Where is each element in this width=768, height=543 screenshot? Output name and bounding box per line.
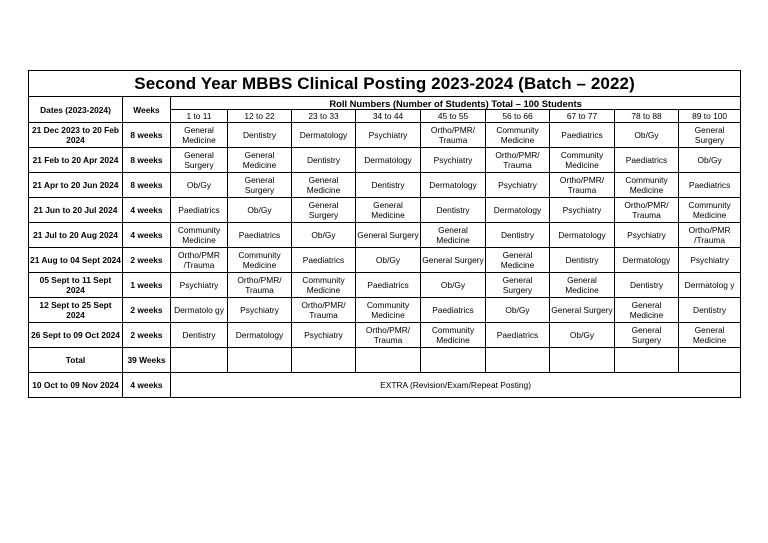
posting-cell: Dentistry: [228, 123, 292, 148]
posting-cell: General Surgery: [486, 273, 550, 298]
row-date-range: 21 Jul to 20 Aug 2024: [29, 223, 123, 248]
posting-cell: Dentistry: [679, 298, 741, 323]
posting-cell: Dermatolog y: [679, 273, 741, 298]
posting-cell: Community Medicine: [356, 298, 421, 323]
posting-cell: Dentistry: [550, 248, 615, 273]
posting-cell: Community Medicine: [228, 248, 292, 273]
row-weeks: 8 weeks: [123, 148, 171, 173]
posting-cell: General Medicine: [421, 223, 486, 248]
posting-schedule-table: [28, 70, 741, 398]
posting-cell: Community Medicine: [292, 273, 356, 298]
row-weeks: 2 weeks: [123, 298, 171, 323]
page-title: Second Year MBBS Clinical Posting 2023-2024 (Batch – 2022): [29, 71, 741, 97]
row-weeks: 2 weeks: [123, 248, 171, 273]
posting-cell: General Medicine: [356, 198, 421, 223]
posting-cell: Ortho/PMR /Trauma: [679, 223, 741, 248]
total-empty-cell: [679, 348, 741, 373]
posting-cell: Paediatrics: [421, 298, 486, 323]
posting-cell: General Surgery: [550, 298, 615, 323]
posting-cell: Ortho/PMR/ Trauma: [292, 298, 356, 323]
schedule-row: [29, 298, 741, 323]
row-weeks: 1 weeks: [123, 273, 171, 298]
posting-cell: Paediatrics: [550, 123, 615, 148]
total-weeks: 39 Weeks: [123, 348, 171, 373]
roll-range-header: 23 to 33: [292, 110, 356, 123]
posting-cell: Psychiatry: [486, 173, 550, 198]
posting-cell: Ortho/PMR/ Trauma: [550, 173, 615, 198]
posting-cell: Dermatology: [615, 248, 679, 273]
roll-range-header: 78 to 88: [615, 110, 679, 123]
extra-weeks: 4 weeks: [123, 373, 171, 398]
total-label: Total: [29, 348, 123, 373]
posting-cell: Psychiatry: [679, 248, 741, 273]
posting-cell: Ob/Gy: [550, 323, 615, 348]
total-empty-cell: [421, 348, 486, 373]
posting-cell: Dermatology: [292, 123, 356, 148]
total-empty-cell: [486, 348, 550, 373]
roll-range-header: 1 to 11: [171, 110, 228, 123]
posting-cell: General Medicine: [228, 148, 292, 173]
posting-schedule-sheet: [28, 70, 740, 398]
posting-cell: Ob/Gy: [292, 223, 356, 248]
posting-cell: Paediatrics: [356, 273, 421, 298]
posting-cell: Paediatrics: [228, 223, 292, 248]
posting-cell: Paediatrics: [615, 148, 679, 173]
posting-cell: Ob/Gy: [171, 173, 228, 198]
row-date-range: 21 Apr to 20 Jun 2024: [29, 173, 123, 198]
roll-range-header: 12 to 22: [228, 110, 292, 123]
extra-posting-text: EXTRA (Revision/Exam/Repeat Posting): [171, 373, 741, 398]
roll-range-header: 56 to 66: [486, 110, 550, 123]
total-row: [29, 348, 741, 373]
posting-cell: Psychiatry: [171, 273, 228, 298]
row-date-range: 05 Sept to 11 Sept 2024: [29, 273, 123, 298]
posting-cell: Ortho/PMR/ Trauma: [356, 323, 421, 348]
posting-cell: Dermatology: [356, 148, 421, 173]
schedule-body: [29, 123, 741, 348]
posting-cell: Dermatolo gy: [171, 298, 228, 323]
posting-cell: Paediatrics: [171, 198, 228, 223]
row-date-range: 21 Jun to 20 Jul 2024: [29, 198, 123, 223]
posting-cell: Community Medicine: [171, 223, 228, 248]
posting-cell: Psychiatry: [292, 323, 356, 348]
row-date-range: 21 Aug to 04 Sept 2024: [29, 248, 123, 273]
posting-cell: Ortho/PMR/ Trauma: [228, 273, 292, 298]
posting-cell: General Surgery: [171, 148, 228, 173]
schedule-row: [29, 273, 741, 298]
posting-cell: Psychiatry: [228, 298, 292, 323]
roll-range-header: 34 to 44: [356, 110, 421, 123]
posting-cell: General Medicine: [550, 273, 615, 298]
total-empty-cell: [356, 348, 421, 373]
posting-cell: Paediatrics: [486, 323, 550, 348]
posting-cell: General Surgery: [228, 173, 292, 198]
total-empty-cell: [292, 348, 356, 373]
posting-cell: General Surgery: [421, 248, 486, 273]
posting-cell: Dentistry: [615, 273, 679, 298]
posting-cell: Dermatology: [228, 323, 292, 348]
schedule-row: [29, 223, 741, 248]
posting-cell: Psychiatry: [615, 223, 679, 248]
posting-cell: Ortho/PMR /Trauma: [171, 248, 228, 273]
schedule-row: [29, 323, 741, 348]
row-date-range: 21 Feb to 20 Apr 2024: [29, 148, 123, 173]
posting-cell: Community Medicine: [615, 173, 679, 198]
posting-cell: Dermatology: [486, 198, 550, 223]
schedule-row: [29, 148, 741, 173]
posting-cell: General Medicine: [679, 323, 741, 348]
roll-range-header: 67 to 77: [550, 110, 615, 123]
posting-cell: Community Medicine: [421, 323, 486, 348]
posting-cell: General Surgery: [356, 223, 421, 248]
posting-cell: Psychiatry: [356, 123, 421, 148]
roll-range-header: 45 to 55: [421, 110, 486, 123]
posting-cell: Ob/Gy: [679, 148, 741, 173]
roll-numbers-header: Roll Numbers (Number of Students) Total – 100 Students: [171, 97, 741, 110]
posting-cell: Paediatrics: [292, 248, 356, 273]
row-weeks: 4 weeks: [123, 198, 171, 223]
schedule-row: [29, 198, 741, 223]
weeks-header: Weeks: [123, 97, 171, 123]
posting-cell: Dentistry: [421, 198, 486, 223]
schedule-row: [29, 248, 741, 273]
posting-cell: Ob/Gy: [615, 123, 679, 148]
total-empty-cell: [615, 348, 679, 373]
posting-cell: General Medicine: [486, 248, 550, 273]
posting-cell: Community Medicine: [486, 123, 550, 148]
row-weeks: 8 weeks: [123, 123, 171, 148]
posting-cell: Ob/Gy: [486, 298, 550, 323]
row-date-range: 21 Dec 2023 to 20 Feb 2024: [29, 123, 123, 148]
posting-cell: General Medicine: [171, 123, 228, 148]
dates-header: Dates (2023-2024): [29, 97, 123, 123]
posting-cell: Ortho/PMR/ Trauma: [421, 123, 486, 148]
roll-range-header: 89 to 100: [679, 110, 741, 123]
posting-cell: Ortho/PMR/ Trauma: [486, 148, 550, 173]
row-weeks: 4 weeks: [123, 223, 171, 248]
posting-cell: Dermatology: [421, 173, 486, 198]
posting-cell: General Surgery: [292, 198, 356, 223]
posting-cell: General Medicine: [292, 173, 356, 198]
posting-cell: Dentistry: [356, 173, 421, 198]
total-empty-cell: [550, 348, 615, 373]
posting-cell: Community Medicine: [550, 148, 615, 173]
posting-cell: General Surgery: [679, 123, 741, 148]
posting-cell: Psychiatry: [550, 198, 615, 223]
posting-cell: Dermatology: [550, 223, 615, 248]
posting-cell: Paediatrics: [679, 173, 741, 198]
posting-cell: Psychiatry: [421, 148, 486, 173]
schedule-row: [29, 173, 741, 198]
posting-cell: General Surgery: [615, 323, 679, 348]
posting-cell: General Medicine: [615, 298, 679, 323]
total-empty-cell: [171, 348, 228, 373]
posting-cell: Ob/Gy: [228, 198, 292, 223]
posting-cell: Dentistry: [171, 323, 228, 348]
posting-cell: Community Medicine: [679, 198, 741, 223]
extra-date: 10 Oct to 09 Nov 2024: [29, 373, 123, 398]
posting-cell: Ob/Gy: [356, 248, 421, 273]
posting-cell: Dentistry: [486, 223, 550, 248]
row-weeks: 2 weeks: [123, 323, 171, 348]
posting-cell: Ortho/PMR/ Trauma: [615, 198, 679, 223]
row-date-range: 26 Sept to 09 Oct 2024: [29, 323, 123, 348]
extra-row: [29, 373, 741, 398]
posting-cell: Dentistry: [292, 148, 356, 173]
row-date-range: 12 Sept to 25 Sept 2024: [29, 298, 123, 323]
total-empty-cell: [228, 348, 292, 373]
row-weeks: 8 weeks: [123, 173, 171, 198]
schedule-row: [29, 123, 741, 148]
posting-cell: Ob/Gy: [421, 273, 486, 298]
